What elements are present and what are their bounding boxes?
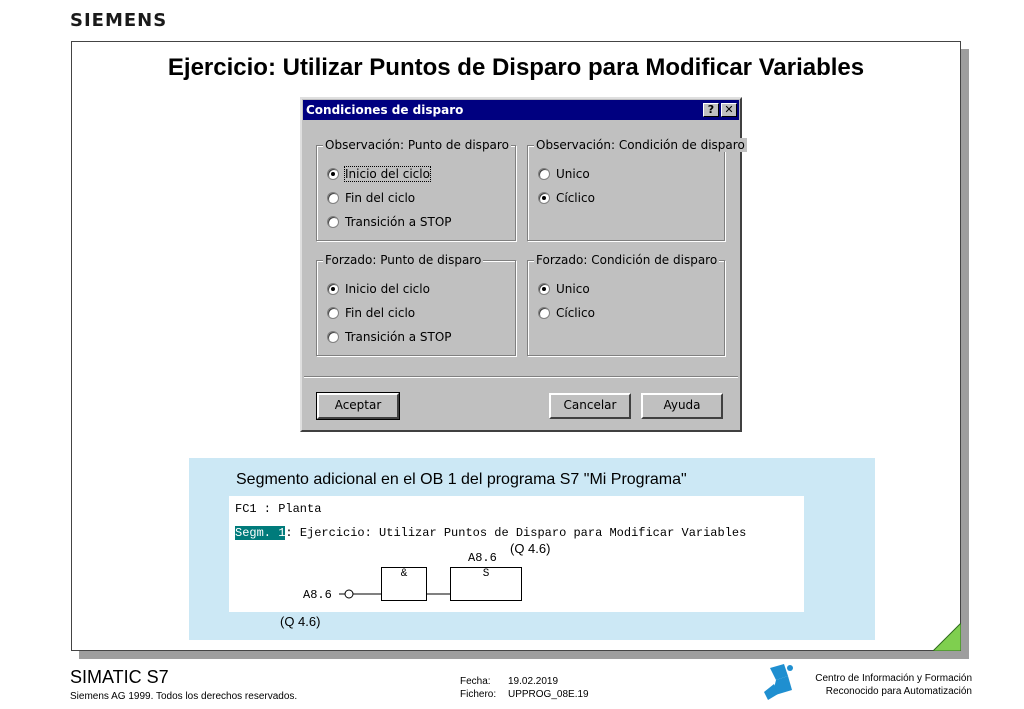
segment-caption: Segmento adicional en el OB 1 del programa S7 "Mi Programa" [236, 471, 687, 488]
radio-label: Unico [556, 167, 590, 181]
set-box: S [450, 567, 522, 601]
slide-title: Ejercicio: Utilizar Puntos de Disparo para Modificar Variables [167, 54, 865, 81]
radio-obs-end-cycle[interactable] [327, 190, 415, 206]
radio-label: Cíclico [556, 191, 595, 205]
training-center [815, 672, 972, 698]
radio-button[interactable] [327, 331, 339, 343]
slide [71, 41, 961, 651]
product-name: SIMATIC S7 [70, 667, 169, 687]
radio-force-transition-stop[interactable] [327, 329, 452, 345]
radio-force-cyclic[interactable] [538, 305, 595, 321]
radio-button[interactable] [538, 283, 550, 295]
accept-button[interactable]: Aceptar [317, 393, 399, 419]
radio-label: Transición a STOP [345, 215, 452, 229]
page-corner-icon [933, 623, 961, 651]
group-observation-trigger-point [316, 138, 516, 241]
input-address: A8.6 [303, 588, 332, 602]
group-label: Observación: Condición de disparo [536, 138, 745, 152]
help-icon[interactable]: ? [703, 103, 719, 117]
date-value: 19.02.2019 [508, 676, 559, 687]
radio-button[interactable] [538, 307, 550, 319]
center-line-2: Reconocido para Automatización [825, 686, 972, 697]
input-address-note: (Q 4.6) [280, 614, 321, 629]
and-box: & [381, 567, 427, 601]
date-label: Fecha: [460, 676, 491, 687]
radio-force-single[interactable] [538, 281, 590, 297]
output-address-note: (Q 4.6) [510, 541, 551, 556]
radio-label: Fin del ciclo [345, 306, 416, 320]
negation-circle [345, 590, 353, 598]
cancel-button[interactable]: Cancelar [549, 393, 631, 419]
ladder-code-view [229, 496, 804, 612]
radio-button[interactable] [538, 192, 550, 204]
training-center-logo-icon [762, 662, 798, 702]
file-label: Fichero: [460, 689, 497, 700]
radio-button[interactable] [327, 216, 339, 228]
radio-button[interactable] [327, 192, 339, 204]
block-name: FC1 : Planta [235, 502, 322, 516]
radio-button[interactable] [327, 168, 339, 180]
help-button[interactable]: Ayuda [641, 393, 723, 419]
radio-button[interactable] [538, 168, 550, 180]
dialog-title: Condiciones de disparo [306, 103, 464, 117]
group-force-trigger-condition [527, 253, 725, 356]
radio-obs-single[interactable] [538, 166, 590, 182]
group-observation-trigger-condition [527, 138, 745, 241]
additional-segment-panel [189, 458, 875, 640]
copyright: Siemens AG 1999. Todos los derechos reservados. [70, 691, 298, 702]
output-address: A8.6 [468, 551, 497, 565]
segment-title: : Ejercicio: Utilizar Puntos de Disparo para Modificar Variables [285, 526, 747, 540]
radio-obs-start-cycle[interactable] [327, 166, 430, 182]
radio-label: Inicio del ciclo [345, 167, 430, 181]
trigger-conditions-dialog [300, 97, 745, 432]
radio-obs-transition-stop[interactable] [327, 214, 452, 230]
close-icon[interactable]: ✕ [721, 103, 737, 117]
radio-label: Fin del ciclo [345, 191, 416, 205]
radio-label: Transición a STOP [345, 330, 452, 344]
radio-button[interactable] [327, 283, 339, 295]
dialog-separator [304, 376, 738, 378]
group-label: Forzado: Condición de disparo [536, 253, 718, 267]
group-label: Observación: Punto de disparo [325, 138, 509, 152]
radio-obs-cyclic[interactable] [538, 190, 595, 206]
group-force-trigger-point [316, 253, 516, 356]
footer-meta [460, 675, 589, 701]
radio-label: Unico [556, 282, 590, 296]
radio-force-end-cycle[interactable] [327, 305, 415, 321]
radio-label: Cíclico [556, 306, 595, 320]
group-label: Forzado: Punto de disparo [325, 253, 482, 267]
file-value: UPPROG_08E.19 [508, 689, 589, 700]
radio-button[interactable] [327, 307, 339, 319]
segment-number[interactable]: Segm. 1 [235, 526, 286, 540]
radio-force-start-cycle[interactable] [327, 281, 430, 297]
radio-label: Inicio del ciclo [345, 282, 430, 296]
center-line-1: Centro de Información y Formación [815, 673, 972, 684]
siemens-logo-text: SIEMENS [70, 10, 168, 31]
dialog-titlebar [303, 100, 739, 120]
